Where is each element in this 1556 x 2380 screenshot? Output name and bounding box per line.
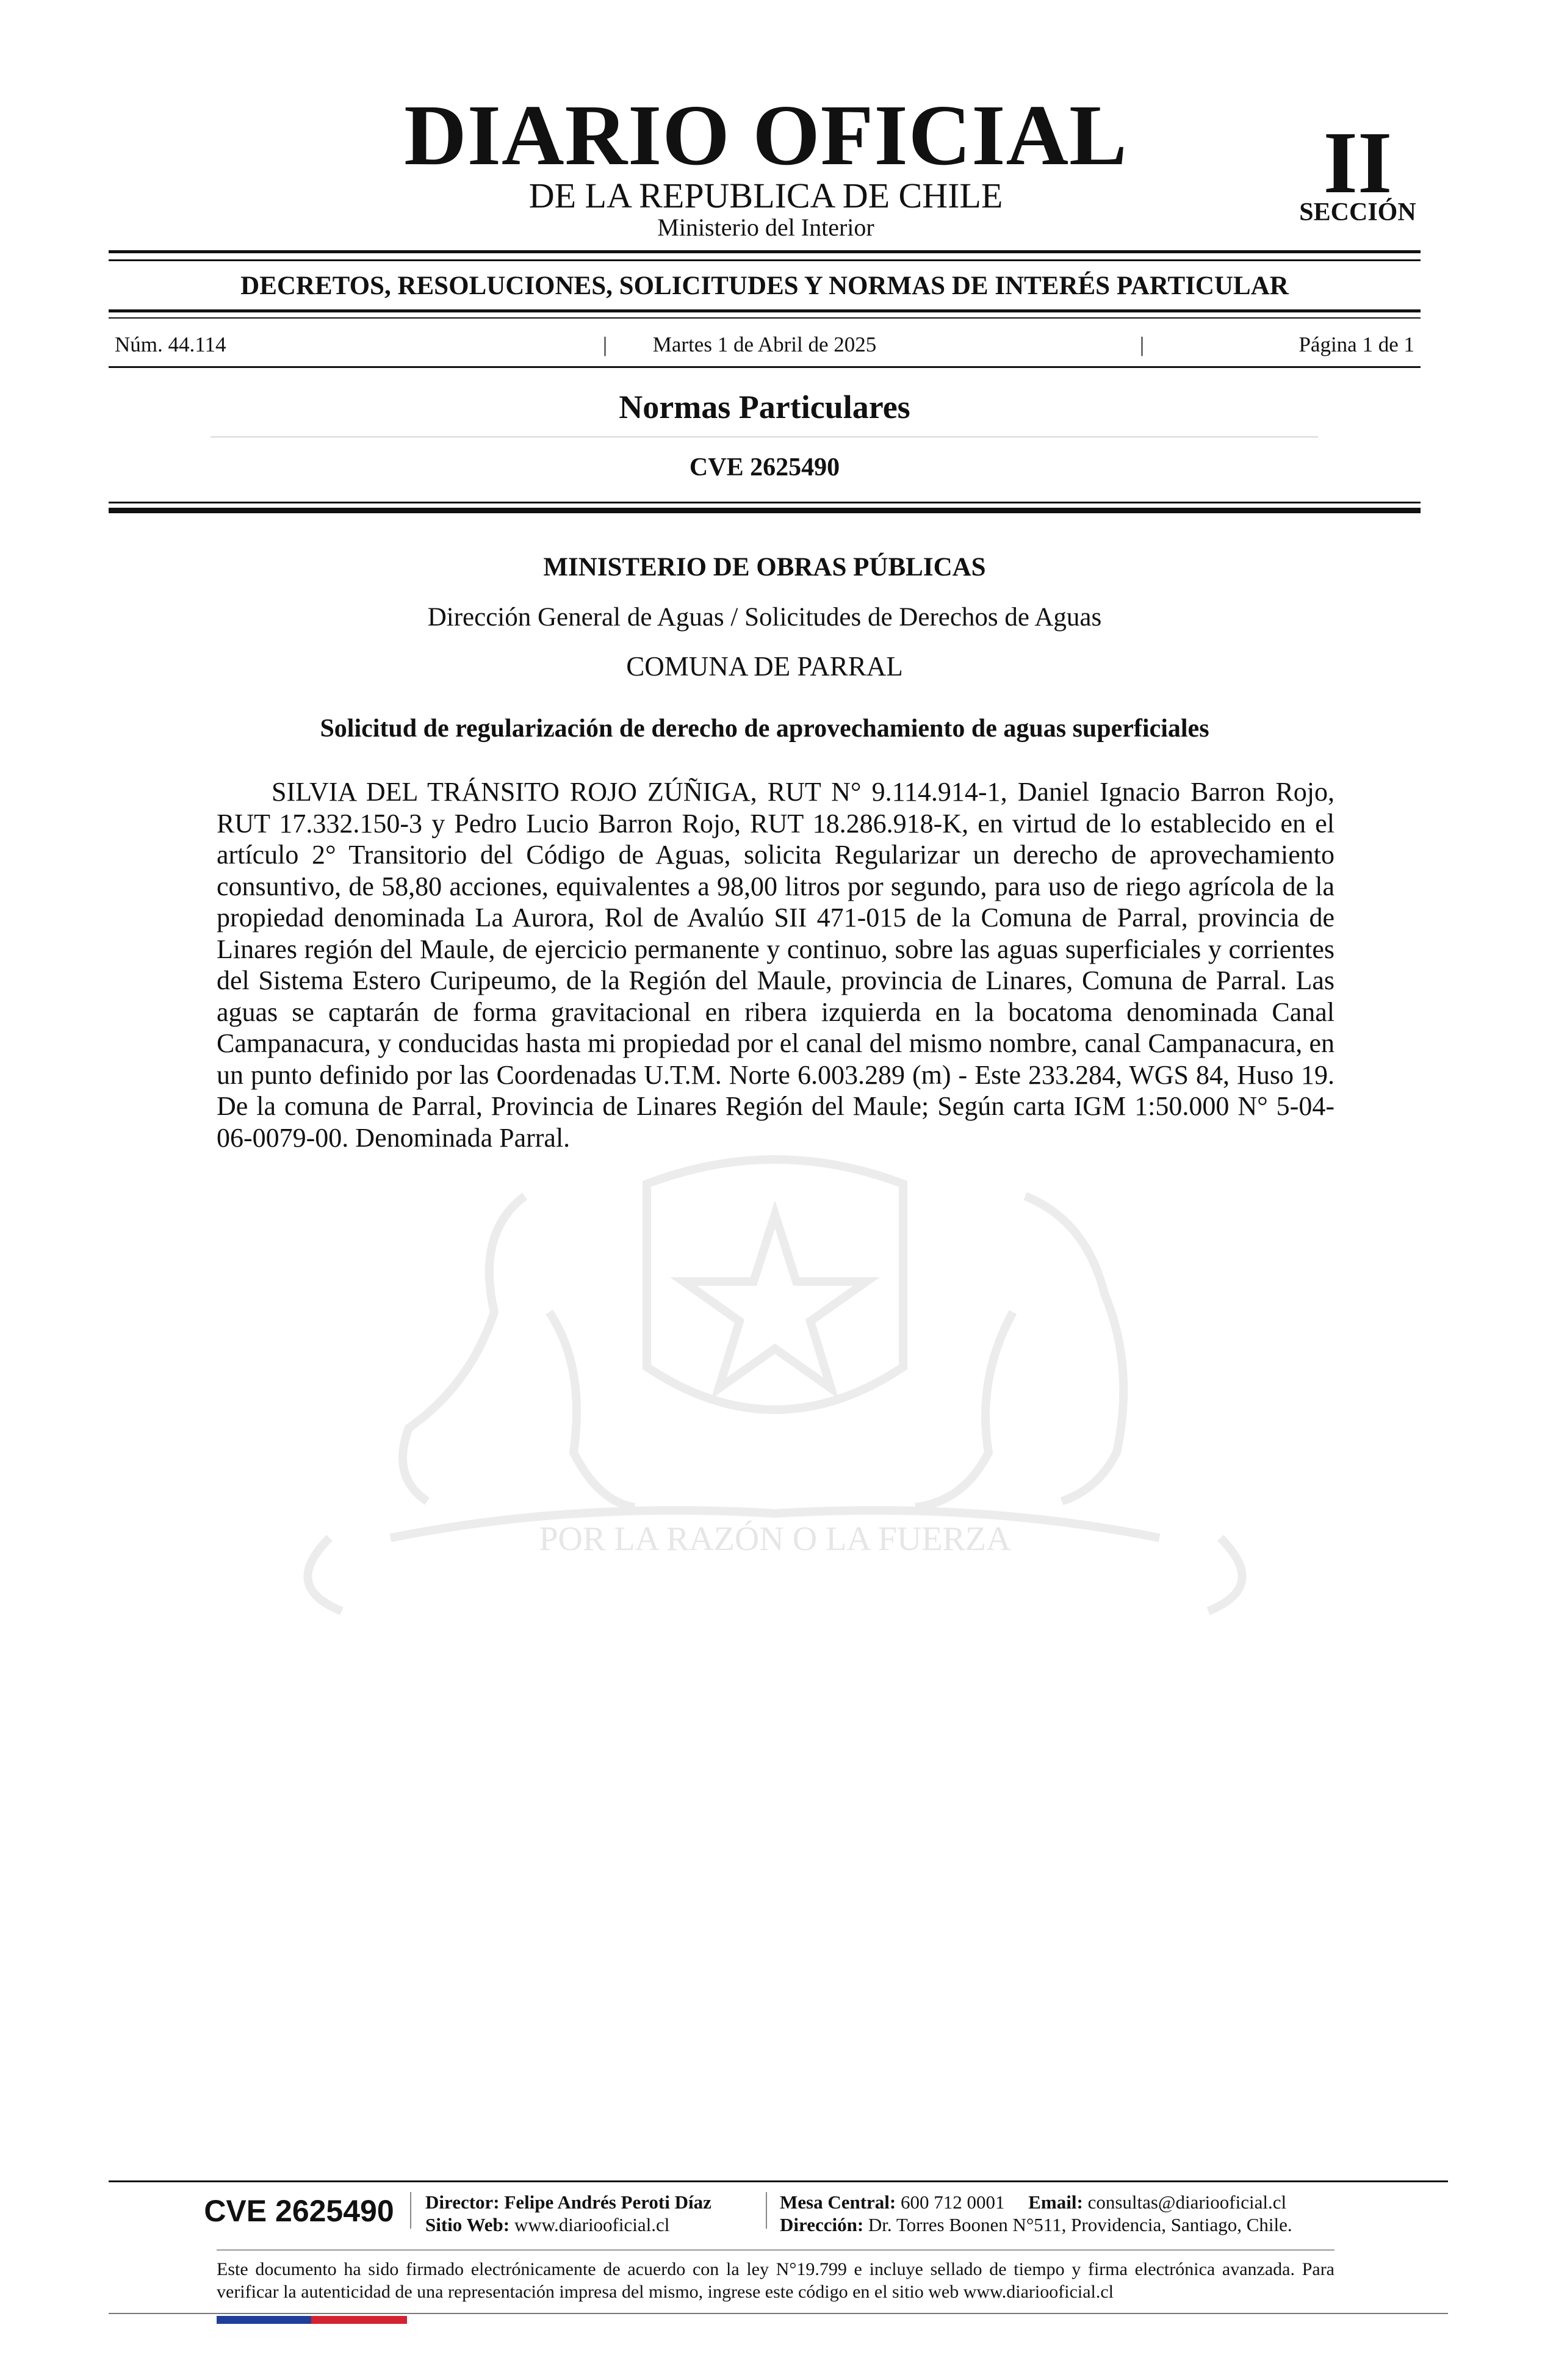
director-value: Felipe Andrés Peroti Díaz [504, 2191, 711, 2213]
footer-contact-block [780, 2191, 1292, 2236]
divider [109, 250, 1421, 253]
divider [211, 436, 1318, 438]
section-number: II [1323, 114, 1392, 212]
phone-value: 600 712 0001 [901, 2191, 1005, 2213]
divider [109, 317, 1421, 319]
section-title: Normas Particulares [619, 389, 910, 425]
request-title: Solicitud de regularización de derecho de aprovechamiento de aguas superficiales [320, 715, 1209, 743]
divider [109, 309, 1421, 312]
cve-code: CVE 2625490 [689, 453, 840, 481]
divider [109, 508, 1421, 513]
footer-separator [410, 2192, 411, 2229]
footer-divider [217, 2249, 1334, 2251]
address-value: Dr. Torres Boonen N°511, Providencia, Santiago, Chile. [868, 2214, 1292, 2235]
issue-date: Martes 1 de Abril de 2025 [652, 333, 877, 356]
footer-signature-note: Este documento ha sido firmado electrónicamente de acuerdo con la ley N°19.799 e incluye sellado de tiempo y firma electrónica avanzada. Para verificar la autenticidad de una representación impresa del mismo, ingrese este código en el sitio web www.diariooficial.cl [217, 2259, 1334, 2302]
category-heading: DECRETOS, RESOLUCIONES, SOLICITUDES Y NORMAS DE INTERÉS PARTICULAR [240, 272, 1289, 300]
footer-divider [109, 2313, 1448, 2314]
flag-stripe-red [311, 2316, 407, 2324]
issue-number: Núm. 44.114 [115, 333, 226, 356]
issue-separator: | [1140, 333, 1145, 356]
section-label: SECCIÓN [1299, 198, 1416, 226]
director-label: Director: [425, 2191, 500, 2213]
organization-heading: MINISTERIO DE OBRAS PÚBLICAS [543, 553, 986, 582]
issue-separator: | [603, 333, 608, 356]
footer-divider [109, 2180, 1448, 2182]
coat-of-arms-motto: POR LA RAZÓN O LA FUERZA [539, 1520, 1011, 1558]
footer-cve-code: CVE 2625490 [204, 2194, 394, 2228]
coat-of-arms-watermark [207, 1111, 1342, 1660]
newspaper-title: DIARIO OFICIAL [404, 87, 1128, 183]
divider [109, 366, 1421, 368]
website-label: Sitio Web: [425, 2214, 510, 2235]
phone-label: Mesa Central: [780, 2191, 896, 2213]
website-link[interactable]: www.diariooficial.cl [514, 2214, 670, 2235]
request-body-paragraph: SILVIA DEL TRÁNSITO ROJO ZÚÑIGA, RUT N° 9.114.914-1, Daniel Ignacio Barron Rojo, RUT 17.332.150-3 y Pedro Lucio Barron Rojo, RUT 18.286.918-K, en virtud de lo establecido en el artículo 2° Transitorio del Código de Aguas, solicita Regularizar un derecho de aprovechamiento consuntivo, de 58,80 acciones, equivalentes a 98,00 litros por segundo, para uso de riego agrícola de la propiedad denominada La Aurora, Rol de Avalúo SII 471-015 de la Comuna de Parral, provincia de Linares región del Maule, de ejercicio permanente y continuo, sobre las aguas superficiales y corrientes del Sistema Estero Curipeumo, de la Región del Maule, provincia de Linares, Comuna de Parral. Las aguas se captarán de forma gravitacional en ribera izquierda en la bocatoma denominada Canal Campanacura, y conducidas hasta mi propiedad por el canal del mismo nombre, canal Campanacura, en un punto definido por las Coordenadas U.T.M. Norte 6.003.289 (m) - Este 233.284, WGS 84, Huso 19. De la comuna de Parral, Provincia de Linares Región del Maule; Según carta IGM 1:50.000 N° 5-04-06-0079-00. Denominada Parral. [217, 777, 1334, 1153]
email-label: Email: [1028, 2191, 1083, 2213]
newspaper-subtitle: DE LA REPUBLICA DE CHILE [528, 176, 1003, 215]
footer-separator [766, 2192, 767, 2229]
division-line: Dirección General de Aguas / Solicitudes de Derechos de Aguas [427, 603, 1102, 632]
divider [109, 502, 1421, 503]
divider [109, 259, 1421, 261]
address-label: Dirección: [780, 2214, 864, 2235]
footer-director-block [425, 2191, 711, 2236]
page-indicator: Página 1 de 1 [1298, 333, 1414, 356]
commune-line: COMUNA DE PARRAL [626, 651, 903, 682]
email-link[interactable]: consultas@diariooficial.cl [1087, 2191, 1287, 2213]
ministry-line: Ministerio del Interior [657, 214, 874, 241]
flag-stripe-blue [217, 2316, 311, 2324]
